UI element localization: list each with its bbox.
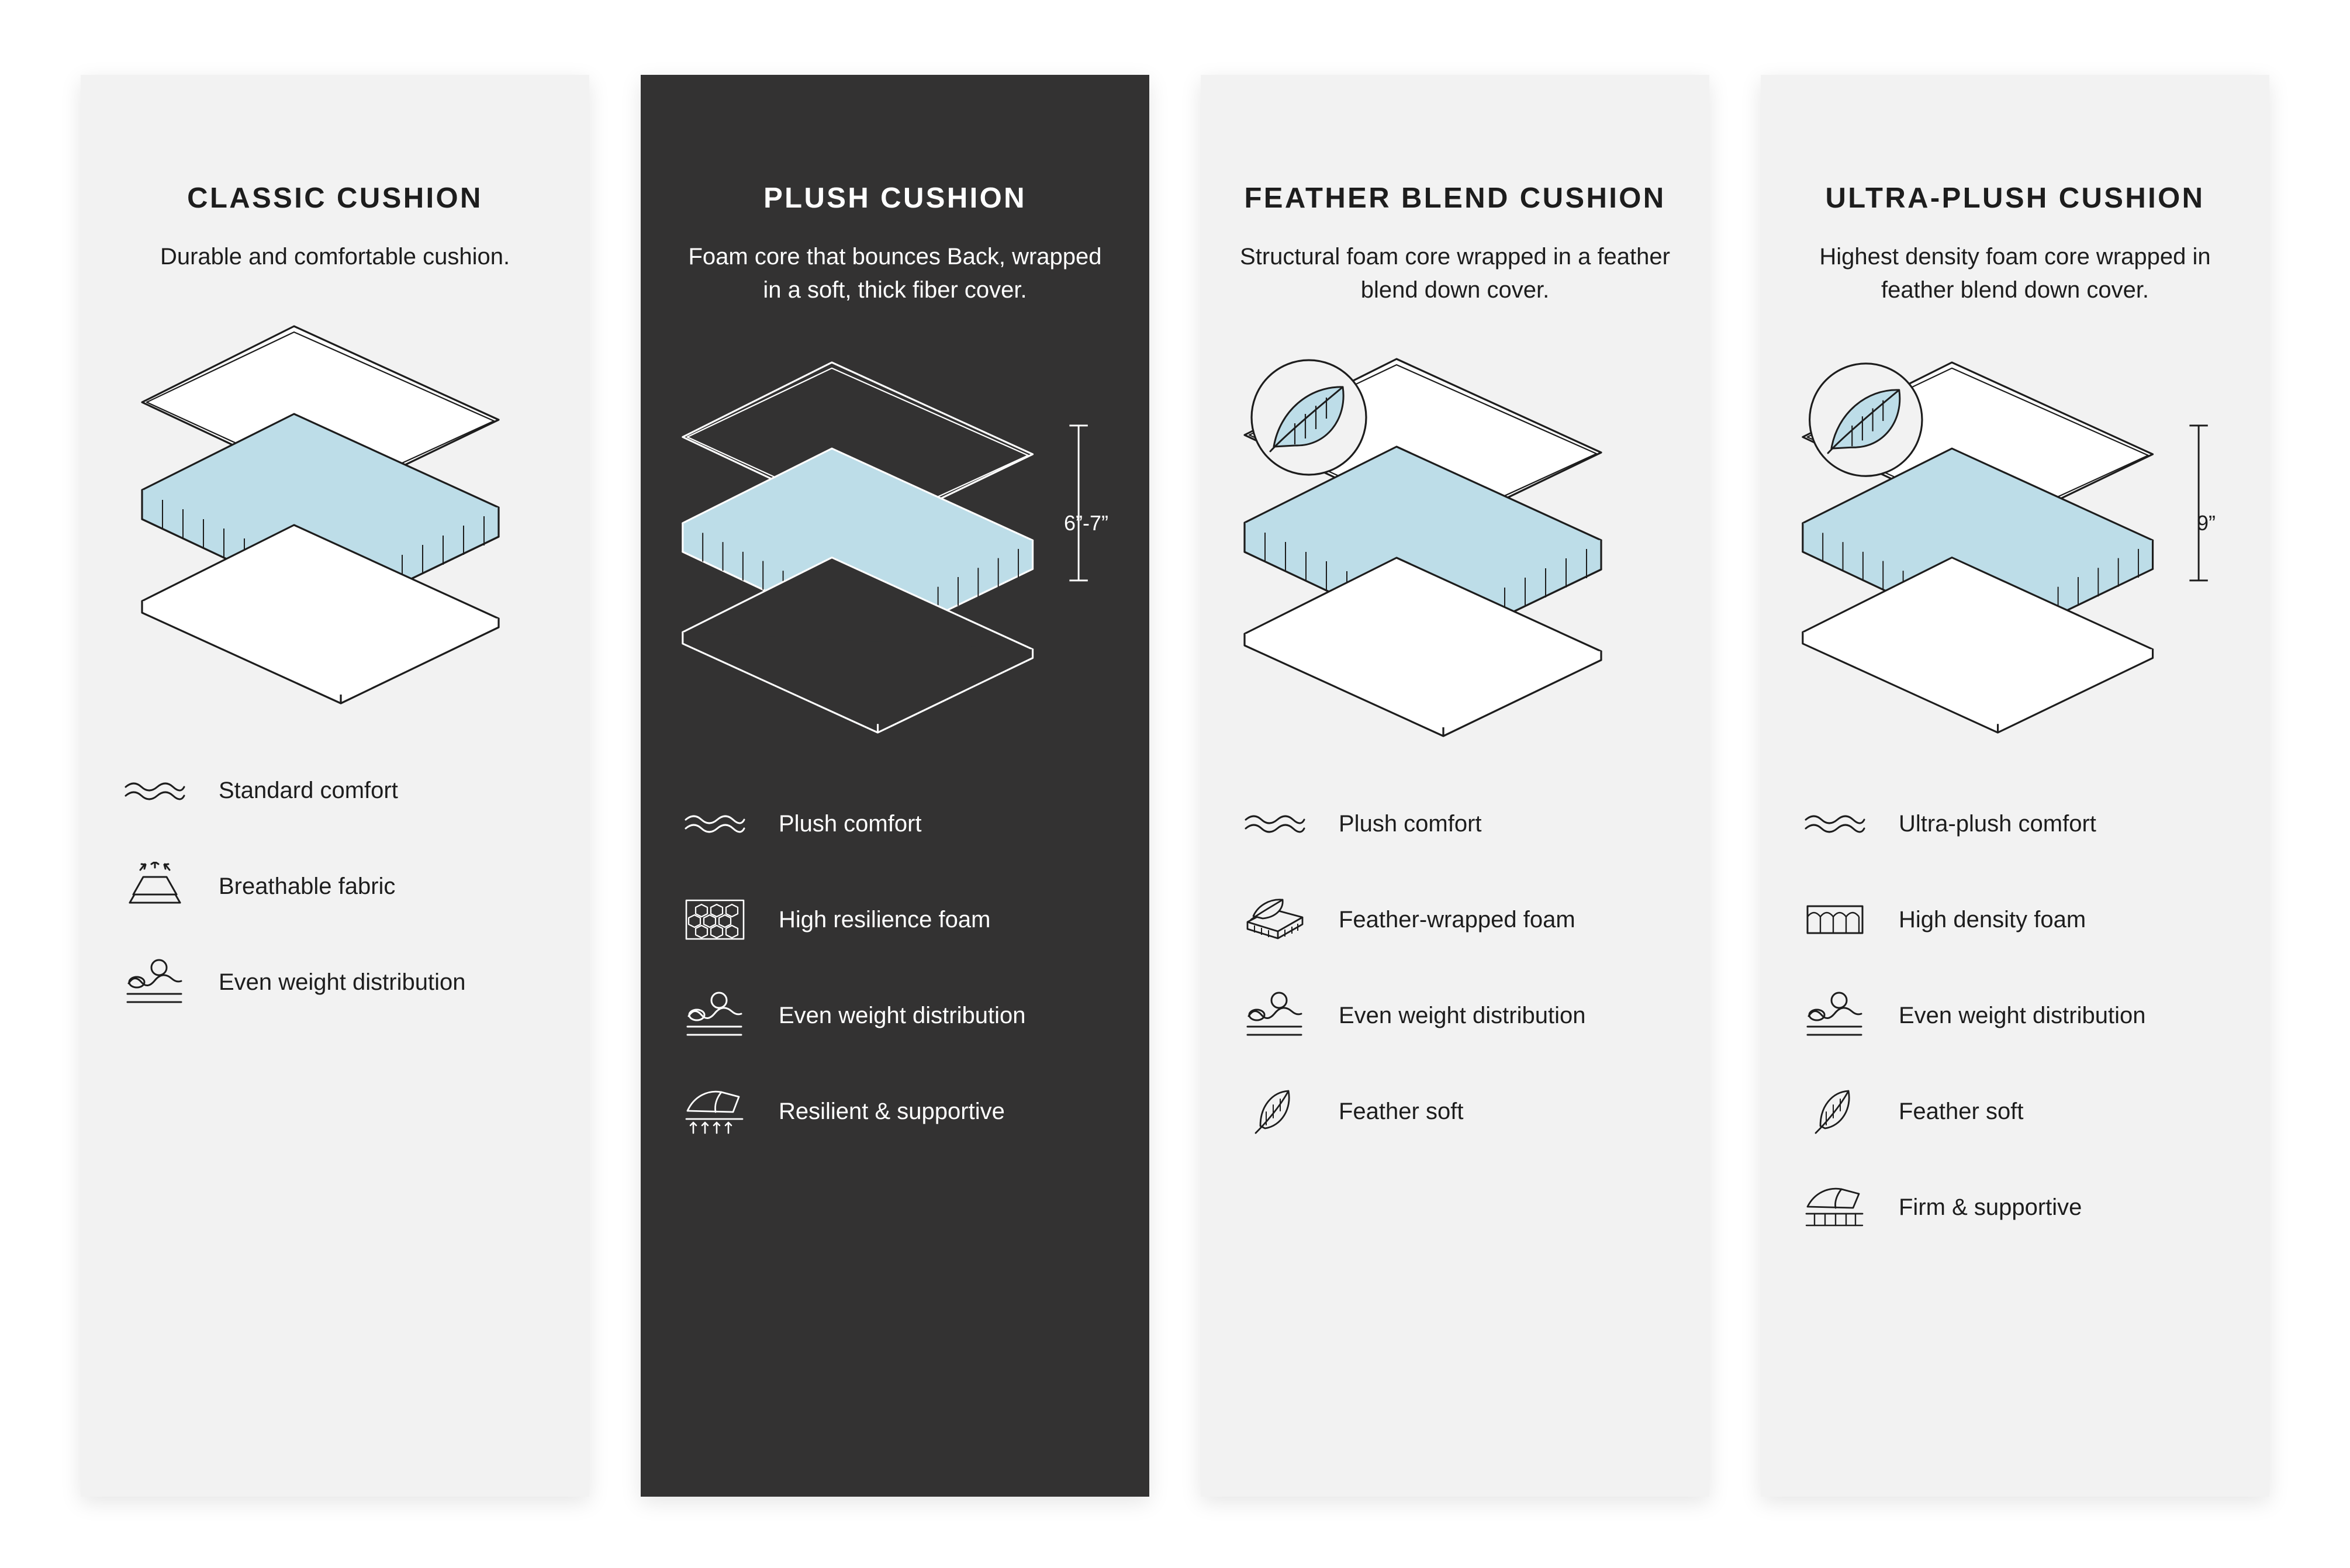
wave-comfort-icon	[1797, 792, 1873, 856]
dimension-bracket	[1069, 426, 1087, 581]
leaf-badge-icon	[1810, 364, 1922, 476]
feature-item[interactable]	[1237, 1079, 1673, 1144]
card-title: PLUSH CUSHION	[763, 182, 1027, 214]
feature-label: Even weight distribution	[1339, 1002, 1586, 1028]
card-description: Structural foam core wrapped in a feather blend down cover.	[1240, 243, 1670, 303]
card-ultra-plush-cushion[interactable]	[1761, 75, 2269, 1497]
even-weight-distribution-icon	[677, 983, 753, 1048]
card-classic-cushion[interactable]	[81, 75, 589, 1497]
feature-item[interactable]	[1797, 1175, 2233, 1239]
feature-item[interactable]	[677, 887, 1113, 952]
card-plush-cushion[interactable]	[641, 75, 1149, 1497]
feature-list	[1797, 792, 2233, 1239]
feature-item[interactable]	[1797, 983, 2233, 1048]
feature-label: Even weight distribution	[219, 969, 466, 995]
feature-item[interactable]	[677, 792, 1113, 856]
cushion-layers-illustration	[1237, 318, 1673, 774]
high-resilience-foam-icon	[677, 887, 753, 952]
even-weight-distribution-icon	[117, 951, 193, 1015]
feature-label: Plush comfort	[779, 810, 922, 837]
cushion-layers-illustration	[117, 285, 553, 741]
feature-label: Even weight distribution	[1899, 1002, 2146, 1028]
feature-item[interactable]	[677, 983, 1113, 1048]
feature-item[interactable]	[117, 855, 553, 919]
feature-item[interactable]	[1237, 887, 1673, 952]
feature-item[interactable]	[1797, 1079, 2233, 1144]
high-density-foam-icon	[1797, 887, 1873, 952]
card-feather-blend-cushion[interactable]	[1201, 75, 1709, 1497]
feature-list	[677, 792, 1113, 1144]
feature-label: Even weight distribution	[779, 1002, 1026, 1028]
dimension-bracket	[2189, 426, 2207, 581]
feature-label: Standard comfort	[219, 777, 398, 803]
feature-label: Ultra-plush comfort	[1899, 810, 2096, 837]
feature-label: Feather-wrapped foam	[1339, 906, 1575, 932]
feature-label: Resilient & supportive	[779, 1098, 1005, 1124]
feature-item[interactable]	[117, 951, 553, 1015]
card-description: Highest density foam core wrapped in feather blend down cover.	[1819, 243, 2211, 303]
card-title: CLASSIC CUSHION	[187, 182, 483, 214]
firm-supportive-icon	[1797, 1175, 1873, 1239]
wave-comfort-icon	[117, 759, 193, 823]
feature-item[interactable]	[1797, 887, 2233, 952]
card-title: FEATHER BLEND CUSHION	[1244, 182, 1666, 214]
feature-list	[117, 759, 553, 1015]
feature-label: Feather soft	[1339, 1098, 1464, 1124]
cushion-layers-illustration	[677, 318, 1113, 774]
feature-label: High resilience foam	[779, 906, 991, 932]
breathable-fabric-icon	[117, 855, 193, 919]
even-weight-distribution-icon	[1797, 983, 1873, 1048]
feature-label: Firm & supportive	[1899, 1194, 2082, 1220]
feather-wrapped-foam-icon	[1237, 887, 1313, 952]
even-weight-distribution-icon	[1237, 983, 1313, 1048]
feature-item[interactable]	[1237, 983, 1673, 1048]
feature-item[interactable]	[677, 1079, 1113, 1144]
feature-item[interactable]	[1237, 792, 1673, 856]
feature-label: Feather soft	[1899, 1098, 2024, 1124]
card-description: Durable and comfortable cushion.	[160, 243, 510, 270]
resilient-supportive-icon	[677, 1079, 753, 1144]
feather-soft-icon	[1237, 1079, 1313, 1144]
cushion-layers-illustration	[1797, 318, 2233, 774]
card-description: Foam core that bounces Back, wrapped in a soft, thick fiber cover.	[688, 243, 1102, 303]
wave-comfort-icon	[1237, 792, 1313, 856]
dimension-label: 6”-7”	[1063, 511, 1108, 536]
feature-list	[1237, 792, 1673, 1144]
wave-comfort-icon	[677, 792, 753, 856]
feature-item[interactable]	[1797, 792, 2233, 856]
feature-label: High density foam	[1899, 906, 2086, 932]
card-title: ULTRA-PLUSH CUSHION	[1825, 182, 2205, 214]
leaf-badge-icon	[1252, 360, 1366, 475]
feature-item[interactable]	[117, 759, 553, 823]
dimension-label: 9”	[2196, 511, 2216, 536]
feather-soft-icon	[1797, 1079, 1873, 1144]
feature-label: Plush comfort	[1339, 810, 1482, 837]
feature-label: Breathable fabric	[219, 873, 396, 899]
